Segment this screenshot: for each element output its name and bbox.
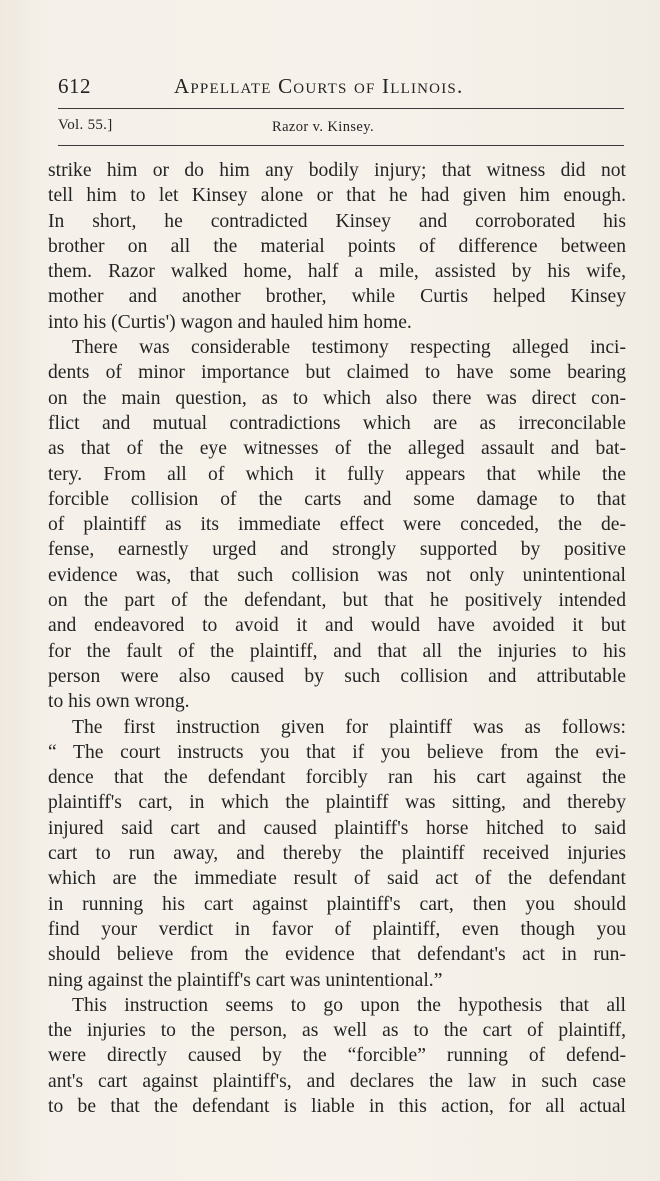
text-line: The first instruction given for plaintiff was as follows: xyxy=(72,716,626,738)
text-line: which are the immediate result of said act of the defendant xyxy=(48,868,626,890)
text-line: in running his cart against plaintiff's cart, then you should xyxy=(48,893,626,915)
header-rule-top xyxy=(58,108,624,109)
text-line: In short, he contradicted Kinsey and corroborated his xyxy=(48,210,626,232)
text-line: “ The court instructs you that if you believe from the evi- xyxy=(48,741,626,763)
text-line: mother and another brother, while Curtis helped Kinsey xyxy=(48,286,626,308)
text-line: them. Razor walked home, half a mile, assisted by his wife, xyxy=(48,261,626,283)
text-line: strike him or do him any bodily injury; that witness did not xyxy=(48,160,626,181)
text-line: to his own wrong. xyxy=(48,691,190,713)
text-line: into his (Curtis') wagon and hauled him home. xyxy=(48,311,412,333)
text-line: for the fault of the plaintiff, and that all the injuries to his xyxy=(48,640,626,662)
text-line: ning against the plaintiff's cart was unintentional.” xyxy=(48,969,443,991)
text-line: dents of minor importance but claimed to have some bearing xyxy=(48,362,626,384)
text-line: as that of the eye witnesses of the alleged assault and bat- xyxy=(48,438,626,460)
text-line: on the part of the defendant, but that he positively intended xyxy=(48,590,626,612)
text-line: tery. From all of which it fully appears that while the xyxy=(48,463,626,485)
text-line: should believe from the evidence that defendant's act in run- xyxy=(48,944,626,966)
text-line: ant's cart against plaintiff's, and declares the law in such case xyxy=(48,1070,626,1092)
court-title: Appellate Courts of Illinois. xyxy=(174,74,464,98)
text-line: and endeavored to avoid it and would have avoided it but xyxy=(48,615,626,637)
text-line: fense, earnestly urged and strongly supported by positive xyxy=(48,539,626,561)
text-line: tell him to let Kinsey alone or that he had given him enough. xyxy=(48,185,626,207)
text-line: the injuries to the person, as well as to the cart of plaintiff, xyxy=(48,1020,626,1042)
case-name: Razor v. Kinsey. xyxy=(272,119,374,135)
text-line: injured said cart and caused plaintiff's horse hitched to said xyxy=(48,817,626,839)
text-line: on the main question, as to which also there was direct con- xyxy=(48,387,626,409)
text-line: brother on all the material points of difference between xyxy=(48,235,626,257)
text-line: of plaintiff as its immediate effect were conceded, the de- xyxy=(48,514,626,536)
text-line: cart to run away, and thereby the plaintiff received injuries xyxy=(48,843,626,865)
text-line: This instruction seems to go upon the hypothesis that all xyxy=(72,994,626,1016)
text-line: evidence was, that such collision was not only unintentional xyxy=(48,564,626,586)
page-number: 612 xyxy=(58,74,91,98)
text-line: flict and mutual contradictions which are as irreconcilable xyxy=(48,412,626,434)
text-line: There was considerable testimony respecting alleged inci- xyxy=(72,337,626,359)
text-line: person were also caused by such collision and attributable xyxy=(48,665,626,687)
text-line: forcible collision of the carts and some damage to that xyxy=(48,488,626,510)
header-rule-bottom xyxy=(58,145,624,146)
text-line: find your verdict in favor of plaintiff, even though you xyxy=(48,918,626,940)
body-text xyxy=(48,158,626,1119)
text-line: dence that the defendant forcibly ran his cart against the xyxy=(48,767,626,789)
text-line: plaintiff's cart, in which the plaintiff was sitting, and thereby xyxy=(48,792,626,814)
running-head xyxy=(58,70,624,104)
text-line: were directly caused by the “forcible” running of defend- xyxy=(48,1045,626,1067)
text-line: to be that the defendant is liable in this action, for all actual xyxy=(48,1095,626,1117)
volume-label: Vol. 55.] xyxy=(58,117,113,133)
